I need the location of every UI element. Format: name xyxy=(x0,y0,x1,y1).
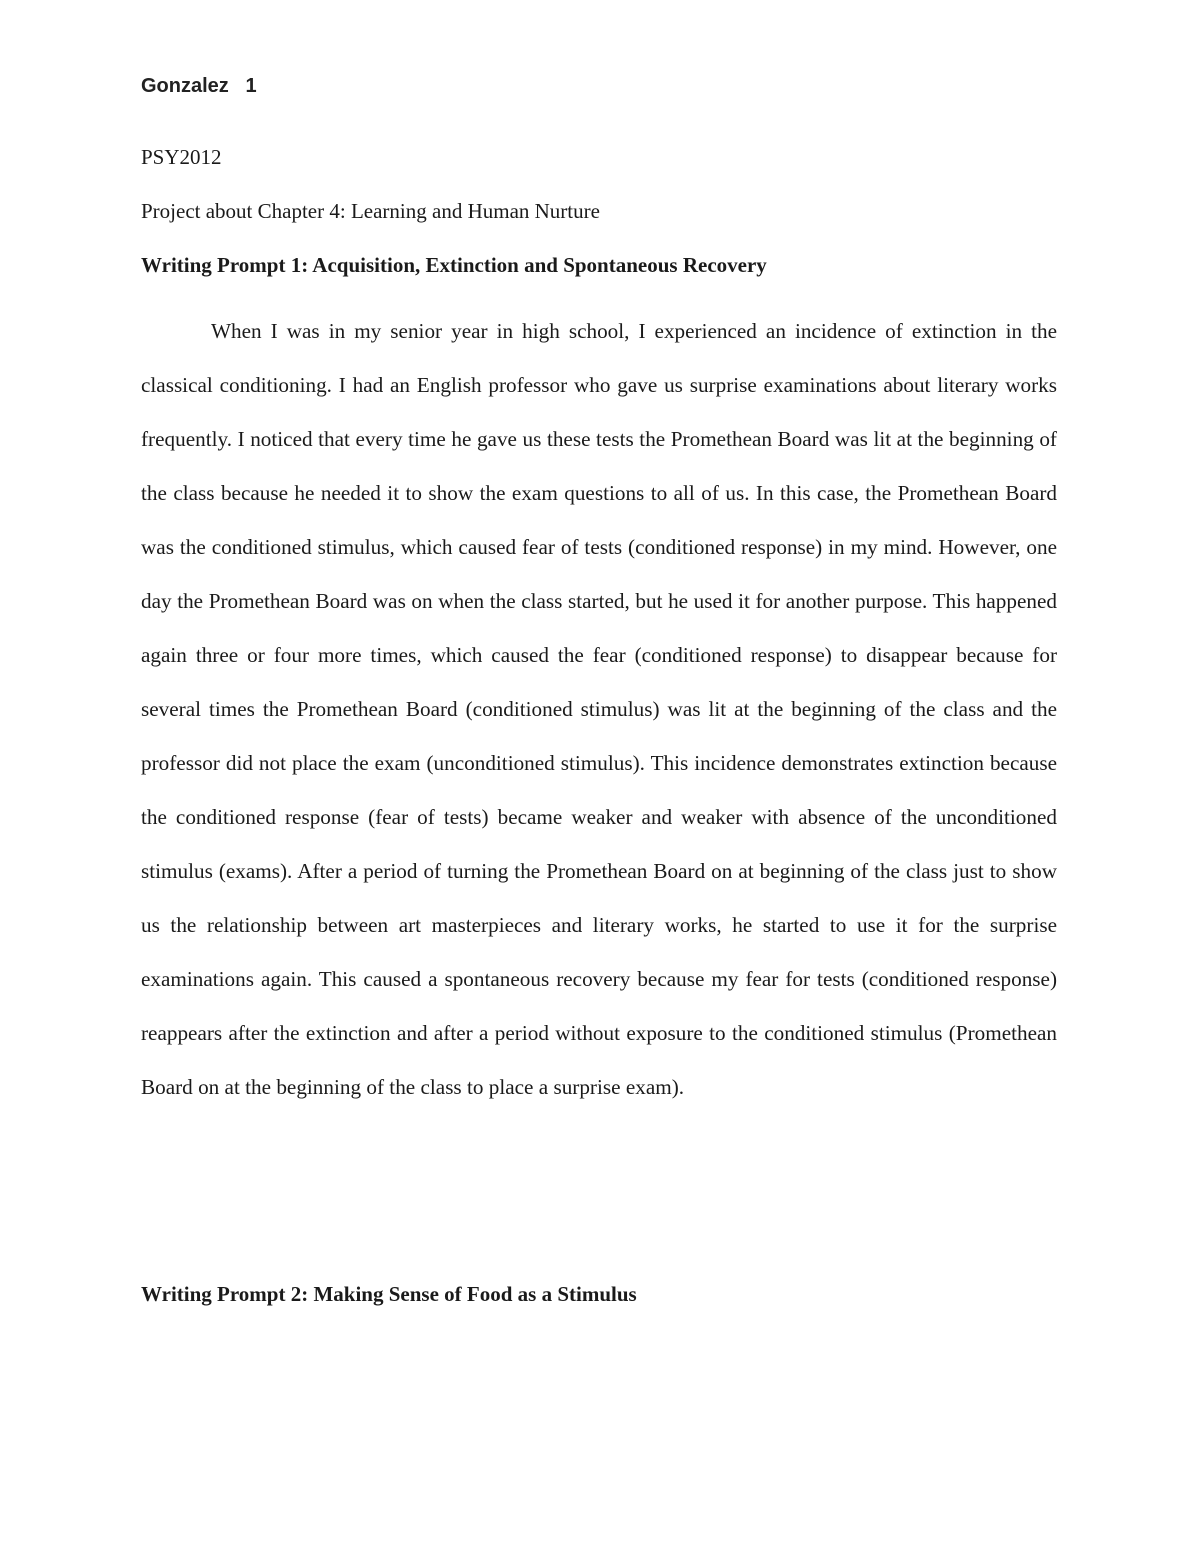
prompt1-body: When I was in my senior year in high school, I experienced an incidence of extinction in the classical conditioning. I had an English professor who gave us surprise examinations about literary works frequently. I noticed that every time he gave us these tests the Promethean Board was lit at the beginning of the class because he needed it to show the exam questions to all of us. In this case, the Promethean Board was the conditioned stimulus, which caused fear of tests (conditioned response) in my mind. However, one day the Promethean Board was on when the class started, but he used it for another purpose. This happened again three or four more times, which caused the fear (conditioned response) to disappear because for several times the Promethean Board (conditioned stimulus) was lit at the beginning of the class and the professor did not place the exam (unconditioned stimulus). This incidence demonstrates extinction because the conditioned response (fear of tests) became weaker and weaker with absence of the unconditioned stimulus (exams). After a period of turning the Promethean Board on at beginning of the class just to show us the relationship between art masterpieces and literary works, he started to use it for the surprise examinations again. This caused a spontaneous recovery because my fear for tests (conditioned response) reappears after the extinction and after a period without exposure to the conditioned stimulus (Promethean Board on at the beginning of the class to place a surprise exam). xyxy=(141,319,1057,1099)
prompt2-heading: Writing Prompt 2: Making Sense of Food as a Stimulus xyxy=(141,1282,637,1306)
course-code: PSY2012 xyxy=(141,145,222,169)
prompt1-heading: Writing Prompt 1: Acquisition, Extinction and Spontaneous Recovery xyxy=(141,253,767,277)
project-title: Project about Chapter 4: Learning and Human Nurture xyxy=(141,199,600,223)
running-head: Gonzalez 1 xyxy=(141,75,257,97)
